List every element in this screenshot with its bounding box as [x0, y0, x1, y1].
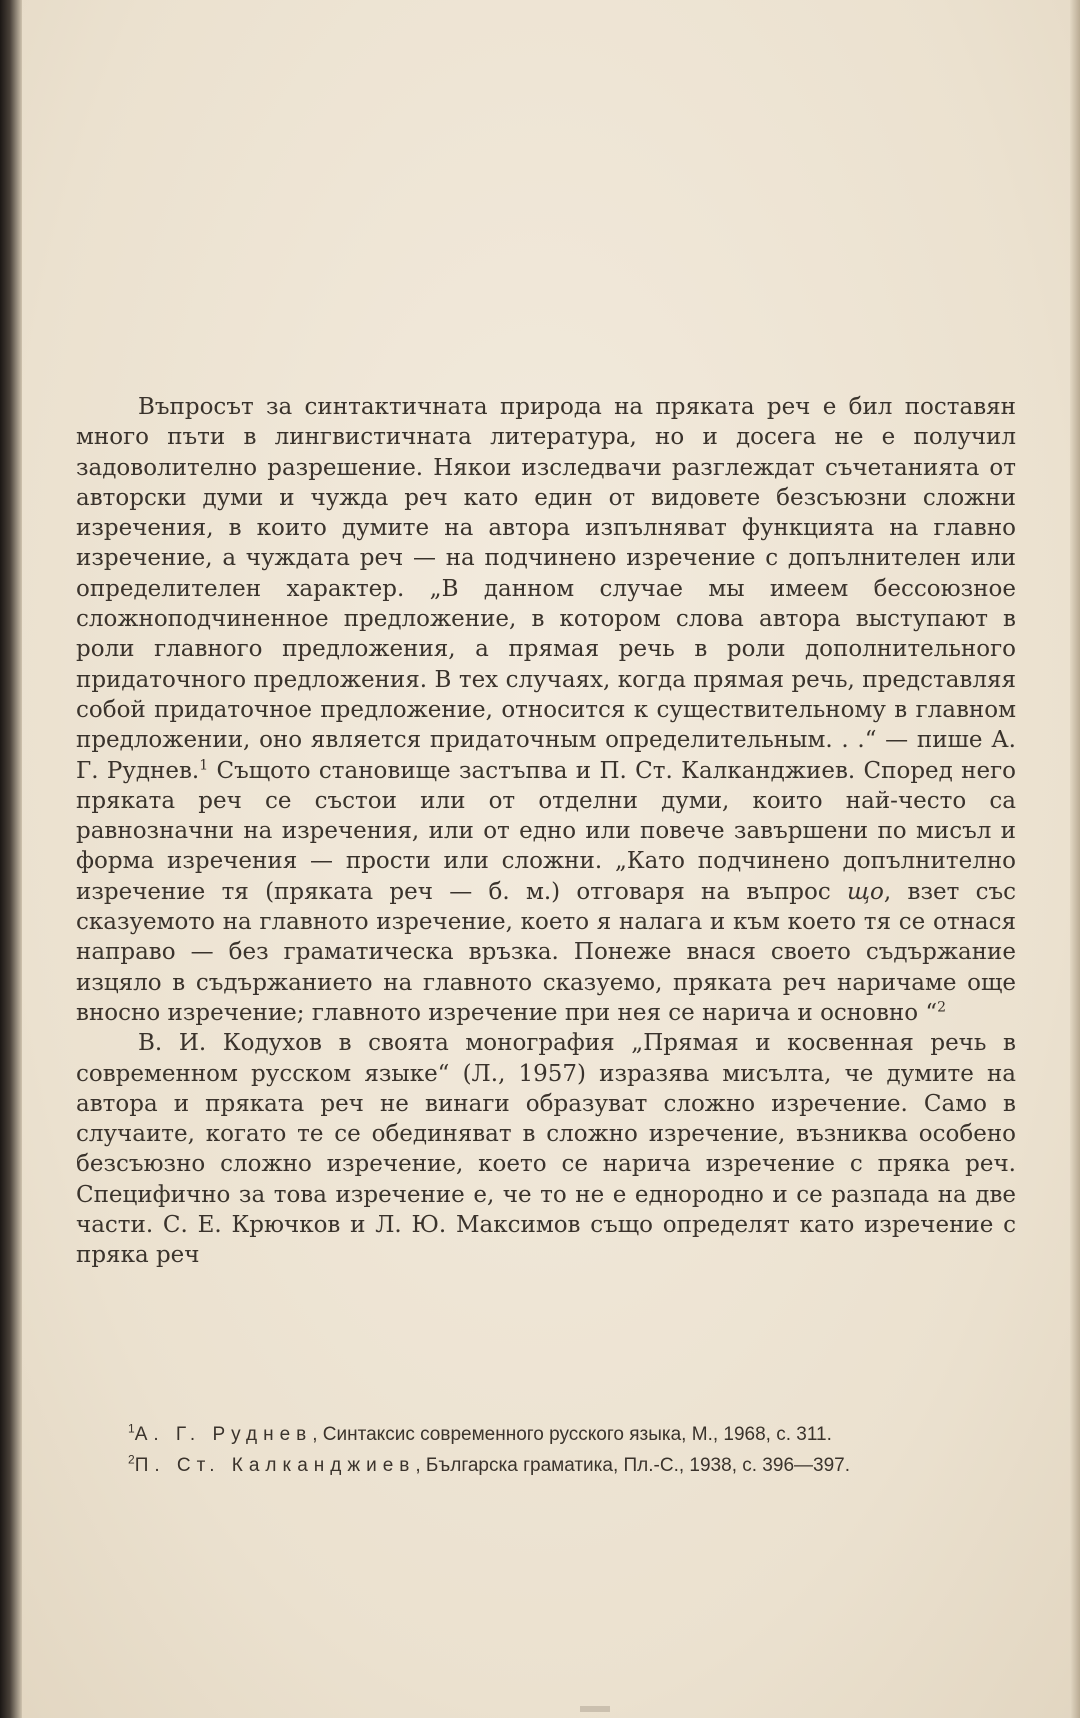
footnote-1: $^1$А. Г. Руднев, Синтаксис современного русского языка, М., 1968, с. 311.	[128, 1421, 832, 1445]
binding-shadow	[0, 0, 22, 1718]
page-edge	[1070, 0, 1080, 1718]
footnote-author: П. Ст. Калканджиев	[134, 1455, 416, 1476]
paragraph-2: В. И. Кодухов в своята монография „Прямая и косвенная речь в современном русском языке“ (Л., 1957) изразява мисълта, че думите на автора и пряката реч не винаги образуват сложно изречение. Само в случаите, когато те се обединяват в сложно изречение, възниква особено безсъюзно сложно изречение, което се нарича изречение с пряка реч. Специфично за това изречение е, че то не е еднородно и се разпада на две части. С. Е. Крючков и Л. Ю. Максимов също определят като изречение с пряка реч	[76, 1030, 1016, 1269]
paragraph-1: Въпросът за синтактичната природа на пряката реч е бил поставян много пъти в лингвистичната литература, но и досега не е получил задоволително разрешение. Някои изследвачи разглеждат съчетанията от авторски думи и чужда реч като един от видовете безсъюзни сложни изречения, в които думите на автора изпълняват функцията на главно изречение, а чуждата реч — на подчинено изречение с допълнителен или определителен характер. „В данном случае мы имеем бессоюзное сложноподчиненное предложение, в котором слова автора выступают в роли главного предложения, а прямая речь в роли дополнительного придаточного предложения. В тех случаях, когда прямая речь, представляя собой придаточное предложение, относится к существительному в главном предложении, оно является придаточным определительным. . .“ — пише А. Г. Руднев.$^1$ Същото становище застъпва и П. Ст. Калканджиев. Според него пряката реч се състои или от отделни думи, които най-често са равнозначни на изречения, или от едно или повече завършени по мисъл и форма изречения — прости или сложни. „Като подчинено допълнително изречение тя (пряката реч — б. м.) отговаря на въпрос що, взет със сказуемото на главното изречение, което я налага и към което тя се отнася направо — без граматическа връзка. Понеже внася своето съдържание изцяло в съдържанието на главното сказуемо, пряката реч наричаме още вносно изречение; главното изречение при нея се нарича и основно “$^2$	[76, 394, 1016, 1026]
footnotes	[76, 1423, 1016, 1485]
footnote-author: А. Г. Руднев	[134, 1424, 313, 1445]
page-mark	[580, 1706, 610, 1712]
footnote-ref-2: 2	[937, 999, 947, 1016]
footnote-ref-1: 1	[199, 756, 209, 773]
footnote-2: $^2$П. Ст. Калканджиев, Българска граматика, Пл.-С., 1938, с. 396—397.	[128, 1452, 850, 1476]
italic-word: що	[847, 878, 884, 905]
body-text	[76, 392, 1016, 1271]
